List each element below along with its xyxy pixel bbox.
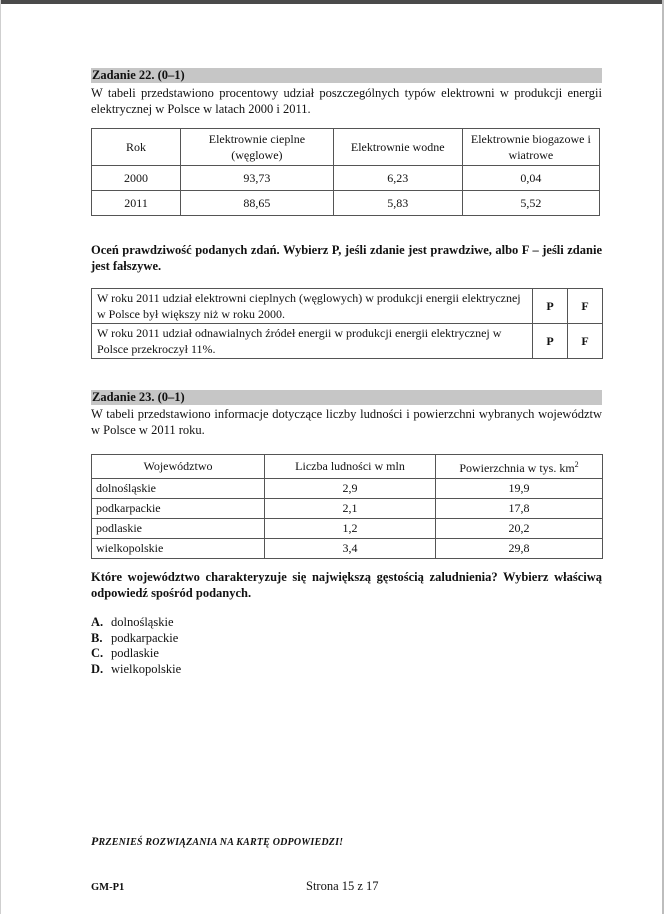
header-cell: Elektrownie cieplne (węglowe) <box>181 129 334 166</box>
statement-text: W roku 2011 udział odnawialnych źródeł energii w produkcji energii elektrycznej w Polsce przekroczył 11%. <box>92 324 533 359</box>
header-cell: Elektrownie biogazowe i wiatrowe <box>462 129 599 166</box>
table-cell: 2000 <box>92 166 181 191</box>
table-cell: podlaskie <box>92 519 265 539</box>
table-cell: 5,83 <box>333 191 462 216</box>
table-cell: podkarpackie <box>92 499 265 519</box>
table-cell: wielkopolskie <box>92 539 265 559</box>
table-row <box>92 166 600 191</box>
table-cell: 17,8 <box>436 499 603 519</box>
table-cell: 2,1 <box>265 499 436 519</box>
table-cell: 19,9 <box>436 479 603 499</box>
table-cell: 88,65 <box>181 191 334 216</box>
table-cell: 29,8 <box>436 539 603 559</box>
option-text: dolnośląskie <box>111 615 174 629</box>
p-option[interactable]: P <box>533 324 568 359</box>
header-cell <box>436 455 603 479</box>
table-cell: 5,52 <box>462 191 599 216</box>
task-23-intro: W tabeli przedstawiono informacje dotyczące liczby ludności i powierzchni wybranych województw w Polsce w 2011 roku. <box>91 407 602 437</box>
statement-row <box>92 324 603 359</box>
task-23-header: Zadanie 23. (0–1) <box>91 390 602 405</box>
header-cell: Liczba ludności w mln <box>265 455 436 479</box>
header-cell: Województwo <box>92 455 265 479</box>
p-option[interactable]: P <box>533 289 568 324</box>
instruction-rest: RZENIEŚ ROZWIĄZANIA NA KARTĘ ODPOWIEDZI! <box>98 837 344 848</box>
header-cell: Rok <box>92 129 181 166</box>
transfer-answers-instruction <box>91 834 343 849</box>
table-header-row <box>92 455 603 479</box>
superscript: 2 <box>574 460 579 469</box>
table-row <box>92 499 603 519</box>
option-text: podkarpackie <box>111 631 179 645</box>
table-cell: 1,2 <box>265 519 436 539</box>
table-cell: dolnośląskie <box>92 479 265 499</box>
f-option[interactable]: F <box>568 289 603 324</box>
option-letter: D. <box>91 662 104 676</box>
task-22-header: Zadanie 22. (0–1) <box>91 68 602 83</box>
statement-text: W roku 2011 udział elektrowni cieplnych (węglowych) w produkcji energii elektrycznej w Polsce był większy niż w roku 2000. <box>92 289 533 324</box>
task-22-instruction: Oceń prawdziwość podanych zdań. Wybierz P, jeśli zdanie jest prawdziwe, albo F – jeśli zdanie jest fałszywe. <box>91 243 602 273</box>
table-row <box>92 191 600 216</box>
table-cell: 93,73 <box>181 166 334 191</box>
table-cell: 2,9 <box>265 479 436 499</box>
table-row <box>92 519 603 539</box>
f-option[interactable]: F <box>568 324 603 359</box>
answer-option-a[interactable] <box>91 615 174 631</box>
statement-row <box>92 289 603 324</box>
answer-option-b[interactable] <box>91 631 178 647</box>
voivodeship-table <box>91 454 603 559</box>
table-cell: 3,4 <box>265 539 436 559</box>
task-22-intro: W tabeli przedstawiono procentowy udział poszczególnych typów elektrowni w produkcji energii elektrycznej w Polsce w latach 2000 i 2011. <box>91 86 602 116</box>
answer-option-d[interactable] <box>91 662 181 678</box>
table-row <box>92 539 603 559</box>
task-23-question: Które województwo charakteryzuje się największą gęstością zaludnienia? Wybierz właściwą odpowiedź spośród podanych. <box>91 570 602 600</box>
table-row <box>92 479 603 499</box>
area-header-text: Powierzchnia w tys. km <box>459 461 575 475</box>
table-cell: 0,04 <box>462 166 599 191</box>
page-top-edge <box>0 0 664 4</box>
answer-option-c[interactable] <box>91 646 159 662</box>
table-cell: 2011 <box>92 191 181 216</box>
header-cell: Elektrownie wodne <box>333 129 462 166</box>
table-cell: 6,23 <box>333 166 462 191</box>
option-letter: A. <box>91 615 104 629</box>
table-header-row <box>92 129 600 166</box>
true-false-table <box>91 288 603 359</box>
option-letter: C. <box>91 646 104 660</box>
option-text: wielkopolskie <box>111 662 182 676</box>
page-left-edge <box>0 0 1 914</box>
table-cell: 20,2 <box>436 519 603 539</box>
option-text: podlaskie <box>111 646 159 660</box>
energy-table <box>91 128 600 216</box>
exam-code: GM-P1 <box>91 882 125 893</box>
instruction-initial: P <box>91 834 99 848</box>
page-number: Strona 15 z 17 <box>306 879 379 893</box>
option-letter: B. <box>91 631 103 645</box>
